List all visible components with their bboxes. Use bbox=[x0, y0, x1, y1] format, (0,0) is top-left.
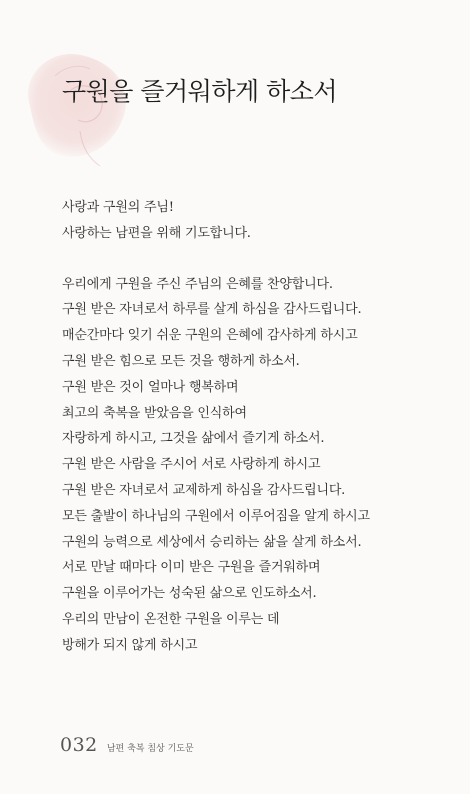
prayer-line: 구원 받은 힘으로 모든 것을 행하게 하소서. bbox=[62, 353, 300, 369]
prayer-line: 방해가 되지 않게 하시고 bbox=[62, 637, 198, 653]
page-footer bbox=[60, 734, 194, 756]
page-number: 032 bbox=[60, 734, 98, 756]
prayer-line: 구원 받은 자녀로서 하루를 살게 하심을 감사드립니다. bbox=[62, 302, 362, 318]
greeting-line: 사랑과 구원의 주님! bbox=[62, 200, 174, 215]
prayer-line: 최고의 축복을 받았음을 인식하여 bbox=[62, 405, 247, 421]
greeting-line: 사랑하는 남편을 위해 기도합니다. bbox=[62, 225, 251, 241]
prayer-line: 구원을 이루어가는 성숙된 삶으로 인도하소서. bbox=[62, 586, 317, 602]
prayer-line: 우리에게 구원을 주신 주님의 은혜를 찬양합니다. bbox=[62, 276, 333, 292]
prayer-line: 구원 받은 자녀로서 교제하게 하심을 감사드립니다. bbox=[62, 482, 346, 498]
prayer-line: 구원의 능력으로 세상에서 승리하는 삶을 살게 하소서. bbox=[62, 534, 362, 550]
prayer-line: 모든 출발이 하나님의 구원에서 이루어짐을 알게 하시고 bbox=[62, 508, 370, 524]
prayer-line: 구원 받은 것이 얼마나 행복하며 bbox=[62, 379, 239, 395]
paragraph-gap bbox=[62, 247, 462, 272]
prayer-body bbox=[62, 195, 462, 659]
running-book-title: 남편 축복 침상 기도문 bbox=[106, 744, 194, 754]
prayer-line: 자랑하게 하시고, 그것을 삶에서 즐기게 하소서. bbox=[62, 431, 325, 447]
prayer-line: 구원 받은 사람을 주시어 서로 사랑하게 하시고 bbox=[62, 457, 321, 473]
prayer-line: 매순간마다 잊기 쉬운 구원의 은혜에 감사하게 하시고 bbox=[62, 328, 358, 344]
page-title: 구원을 즐거워하게 하소서 bbox=[62, 77, 338, 106]
prayer-line: 우리의 만남이 온전한 구원을 이루는 데 bbox=[62, 611, 280, 627]
prayer-line: 서로 만날 때마다 이미 받은 구원을 즐거워하며 bbox=[62, 560, 321, 576]
